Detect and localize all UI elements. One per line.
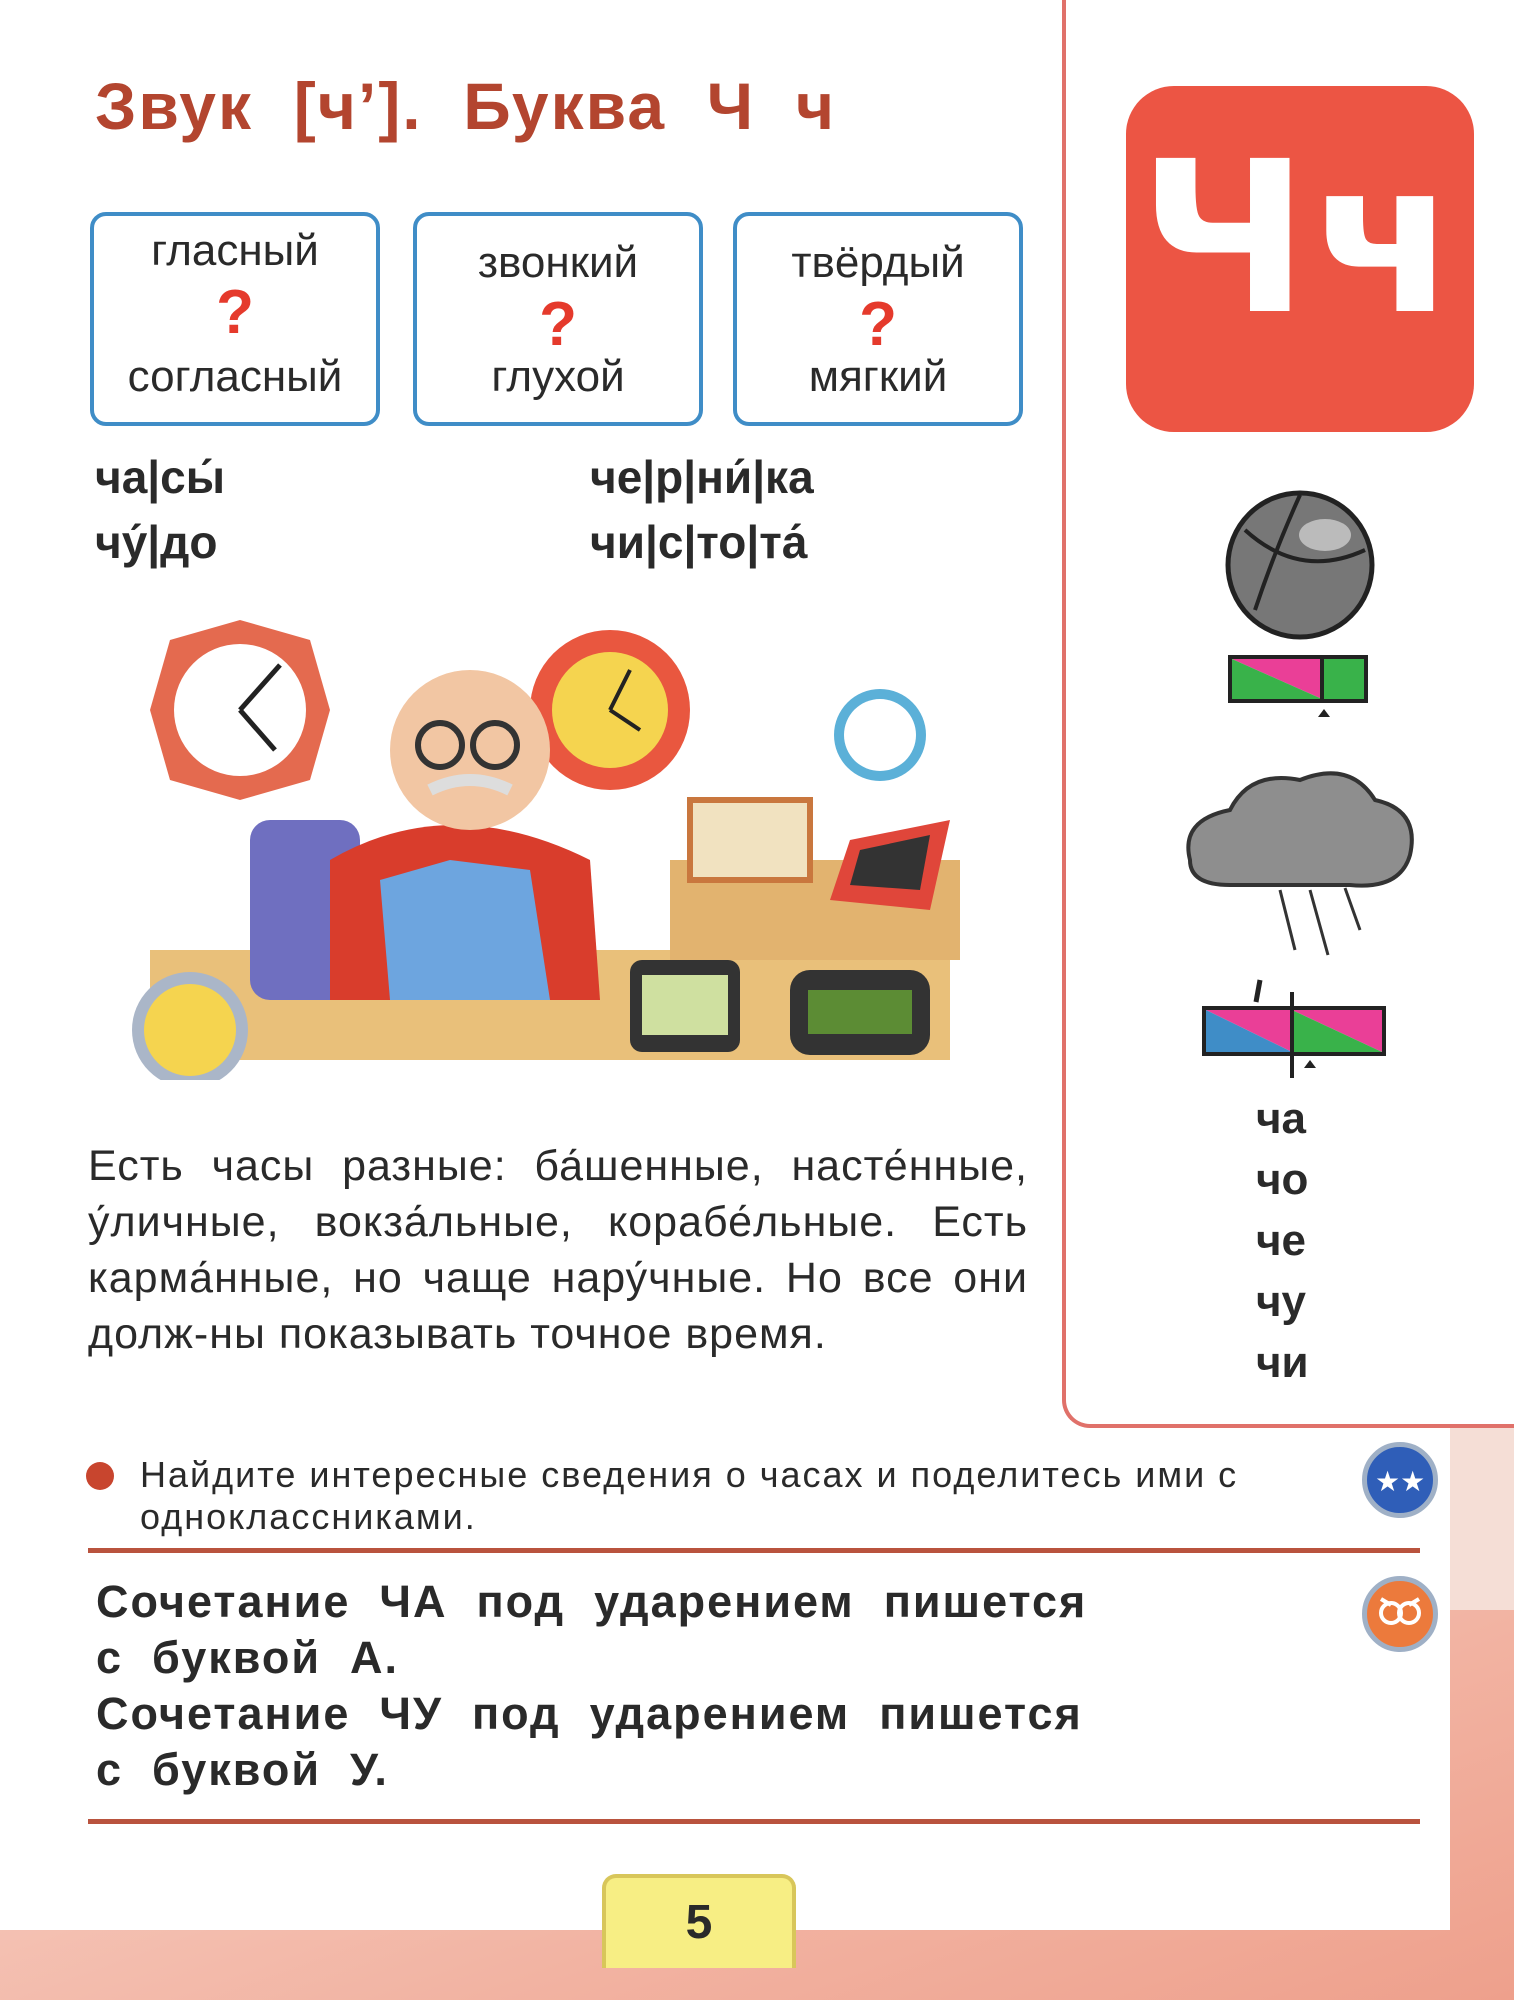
rule-line-4: с буквой У. <box>96 1744 389 1795</box>
clockmaker-illustration <box>130 620 970 1080</box>
box-top-word: гласный <box>151 226 319 275</box>
letter-card-text: Чч <box>1139 116 1461 361</box>
rule-line-2: с буквой А. <box>96 1632 400 1683</box>
owl-icon <box>1362 1576 1438 1652</box>
word-chernika: че|р|ни́|ка <box>590 451 814 503</box>
box-top-word: твёрдый <box>791 238 965 287</box>
svg-text:★★: ★★ <box>1375 1465 1426 1498</box>
ball-picture <box>1215 490 1385 640</box>
word-chasy: ча|сы́ <box>95 451 226 503</box>
box-bottom-word: мягкий <box>808 352 948 401</box>
box-top-word: звонкий <box>477 238 639 287</box>
page-title: Звук [ч’]. Буква Ч ч <box>95 69 837 143</box>
bullet-icon <box>86 1462 114 1490</box>
rule-line-3: Сочетание ЧУ под ударением пишется <box>96 1688 1083 1739</box>
rule-line-1: Сочетание ЧА под ударением пишется <box>96 1576 1088 1627</box>
syllable-che: че <box>1256 1216 1307 1265</box>
question-mark: ? <box>539 290 577 359</box>
word-chistota: чи|с|то|та́ <box>590 516 808 568</box>
word-chudo: чу́|до <box>95 516 218 568</box>
page-number: 5 <box>602 1874 796 1968</box>
vowel-consonant-box[interactable] <box>90 212 380 426</box>
hard-soft-box[interactable] <box>733 212 1023 426</box>
task-text: Найдите интересные сведения о часах и поделитесь ими с одноклассниками. <box>140 1454 1239 1537</box>
owl-glyph-icon <box>1367 1581 1433 1647</box>
word-scheme-ball <box>1228 655 1368 719</box>
reading-paragraph: Есть часы разные: ба́шенные, насте́нные, у́личные, вокза́льные, корабе́льные. Есть карма́нные, но чаще нару́чные. Но все они долж-ны показывать точное время. <box>88 1142 1028 1358</box>
box-bottom-word: глухой <box>491 352 625 401</box>
question-mark: ? <box>859 290 897 359</box>
rain-cloud-picture <box>1170 760 1420 960</box>
stars-icon <box>1362 1442 1438 1518</box>
syllable-cho: чо <box>1256 1155 1309 1204</box>
voiced-voiceless-box[interactable] <box>413 212 703 426</box>
box-bottom-word: согласный <box>127 352 343 401</box>
question-mark: ? <box>216 278 254 347</box>
syllable-chi: чи <box>1256 1338 1309 1387</box>
syllable-chu: чу <box>1256 1277 1307 1326</box>
word-scheme-cloud <box>1200 978 1390 1088</box>
syllable-cha: ча <box>1256 1094 1307 1143</box>
letter-card <box>1126 86 1474 432</box>
stars-glyph-icon <box>1367 1447 1433 1513</box>
